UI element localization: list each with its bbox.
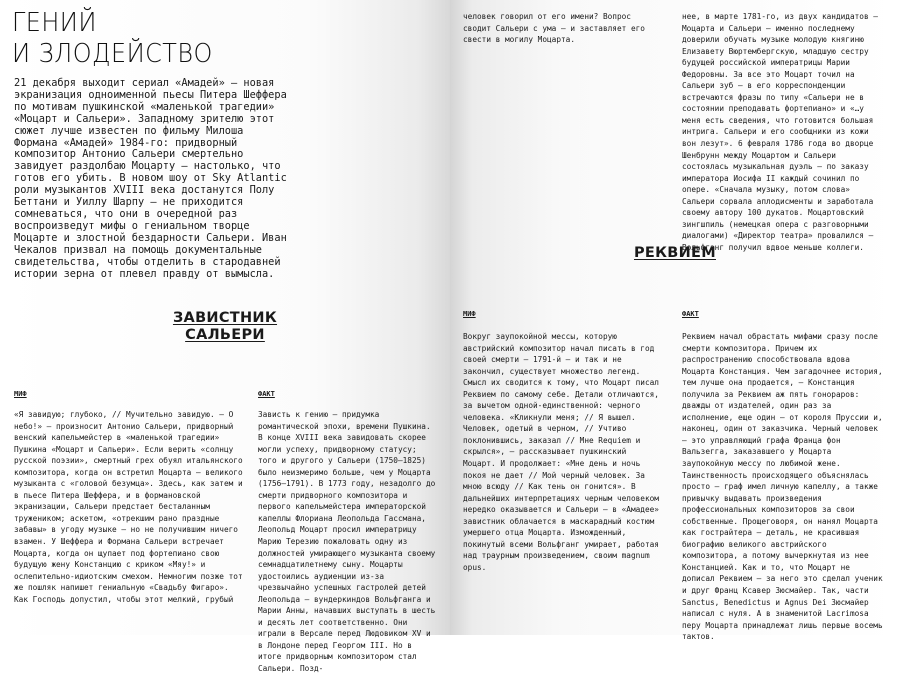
right-page [450,0,900,642]
article-lead: 21 декабря выходит сериал «Амадей» — новая экранизация одноименной пьесы Питера Шеффера по мотивам пушкинской «маленькой трагедии» «Моцарт и Сальери». Западному зрителю этот сюжет лучше известен по фильму Милоша Формана «Амадей» 1984-го: придворный композитор Антонио Сальери смертельно завидует раздолбаю Моцарту — настолько, что готов его убить. В новом шоу от Sky Atlantic роли музыкантов XVIII века достанутся Полу Беттани и Уиллу Шарпу — не приходится сомневаться, что они в очередной раз воспроизведут мифы о гениальном творце Моцарте и злостной бездарности Сальери. Иван Чекалов призвал на помощь документальные свидетельства, чтобы отделить в стародавней истории зерна от плевел правду от вымысла. [14,77,287,280]
myth-column-requiem: Вокруг заупокойной мессы, которую австрийский композитор начал писать в год своей смерти — 1791-й — и так и не закончил, существует множество легенд. Смысл их сводится к тому, что Моцарт писал Реквием по самому себе. Детали отличаются, за вычетом одной-единственной: черного человека. «Кликнули меня; // Я вышел. Человек, одетый в черном, // Учтиво поклонившись, заказал // Мне Requiem и скрылся», — рассказывает пушкинский Моцарт. И продолжает: «Мне день и ночь покоя не дает // Мой черный человек. За мною всюду // Как тень он гонится». В дальнейших интерпретациях черным человеком нередко оказывается и Сальери — в «Амадее» завистник облачается в маскарадный костюм умершего отца Моцарта. Изможденный, покинутый всеми Вольфганг умирает, работая над траурным произведением, своим magnum opus. [463,332,659,572]
left-page [0,0,450,674]
fact-column-continued: нее, в марте 1781-го, из двух кандидатов — Моцарта и Сальери — именно последнему доверили обучать музыке молодую княгиню Елизавету Вюртембергскую, младшую сестру будущей российской императрицы Марии Федоровны. За все это Моцарт точил на Сальери зуб — в его корреспонденции встречаются фразы по типу «Сальери не в состоянии преподавать фортепиано» и «…у меня есть сведения, что готовится большая интрига. Сальери и его сообщники из кожи вон лезут». 6 февраля 1786 года во дворце Шенбрунн между Моцартом и Сальери состоялась музыкальная дуэль — по заказу императора Иосифа II каждый сочинил по опере. «Сначала музыку, потом слова» Сальери сорвала аплодисменты и заработала своему автору 100 дукатов. Моцартовский зингшпиль (немецкая опера с разговорными диалогами) «Директор театра» провалился — Вольфганг получил вдвое меньше коллеги. [682,12,878,252]
myth-column-continued: человек говорил от его имени? Вопрос сводит Сальери с ума — и заставляет его свести в могилу Моцарта. [463,12,645,45]
article-title: ГЕНИЙ И ЗЛОДЕЙСТВО [12,8,213,69]
myth-column-salieri: «Я завидую; глубоко, // Мучительно завидую. — О небо!» — произносит Антонио Сальери, придворный венский капельмейстер в «маленькой трагедии» Пушкина «Моцарт и Сальери». Если верить «солнцу русской поэзии», смертный грех обуял итальянского композитора, когда он встретил Моцарта — великого музыканта с «головой безумца». Здесь, как затем и в пьесе Питера Шеффера, и в формановской экранизации, Сальери предстает бесталанным тружеником; аскетом, «отрекшим рано праздные забавы» в угоду музыке — но не получившим ничего взамен. У Шеффера и Формана Сальери встречает Моцарта, когда он щупает под фортепиано свою будущую жену Констанцию с криком «Мяу!» и ослепительно-идиотским смехом. Немногим позже тот же пошляк напишет гениальную «Свадьбу Фигаро». Как Господь допустил, чтобы этот мелкий, грубый [14,410,243,604]
myth-label: МИФ [14,390,27,398]
fact-column-requiem: Реквием начал обрастать мифами сразу после смерти композитора. Причем их распространению способствовала вдова Моцарта Констанция. Чем загадочнее история, тем лучше она продается, — Констанция получила за Реквием аж пять гонораров: дважды от издателей, один раз за исполнение, еще один — от короля Пруссии и, наконец, один от заказчика. Черный человек — это управляющий графа Франца фон Вальзегга, заказавшего у Моцарта заупокойную мессу по любимой жене. Таинственность происходящего объяснялась просто — граф имел личную капеллу, а также привычку выдавать произведения профессиональных композиторов за свои собственные. Прощеговоря, он нанял Моцарта как гострайтера — деталь, не красившая биографию великого австрийского композитора, а потому вычеркнутая из нее Констанцией. Как и то, что Моцарт не дописал Реквием — за него это сделал ученик и друг Франц Ксавер Зюсмайер. Так, части Sanctus, Benedictus и Agnus Dei Зюсмайер написал с нуля. А в знаменитой Lacrimosa перу Моцарта принадлежат лишь первые восемь тактов. [682,332,883,642]
section-title-envious-salieri: ЗАВИСТНИК САЛЬЕРИ [172,310,278,343]
fact-column-salieri: Зависть к гению — придумка романтической эпохи, времени Пушкина. В конце XVIII века завидовать скорее могли успеху, придворному статусу; того и другого у Сальери (1750–1825) было неизмеримо больше, чем у Моцарта (1756–1791). В 1773 году, незадолго до смерти придворного композитора и первого капельмейстера императорской капеллы Флориана Леопольда Гассмана, Леопольд Моцарт просил императрицу Марию Терезию пожаловать одну из должностей умирающего музыканта своему семнадцатилетнему сыну. Моцарты удостоились аудиенции из-за чрезвычайно успешных гастролей детей Леопольда — вундеркиндов Вольфганга и Марии Анны, начавших выступать в шесть и десять лет соответственно. Они играли в Версале перед Людовиком XV и в Лондоне перед Георгом III. Но в итоге придворным композитором стал Сальери. Позд- [258,410,436,674]
myth-label: МИФ [463,310,476,318]
fact-label: ФАКТ [258,390,275,398]
fact-label: ФАКТ [682,310,699,318]
section-title-requiem: РЕКВИЕМ [633,245,716,261]
